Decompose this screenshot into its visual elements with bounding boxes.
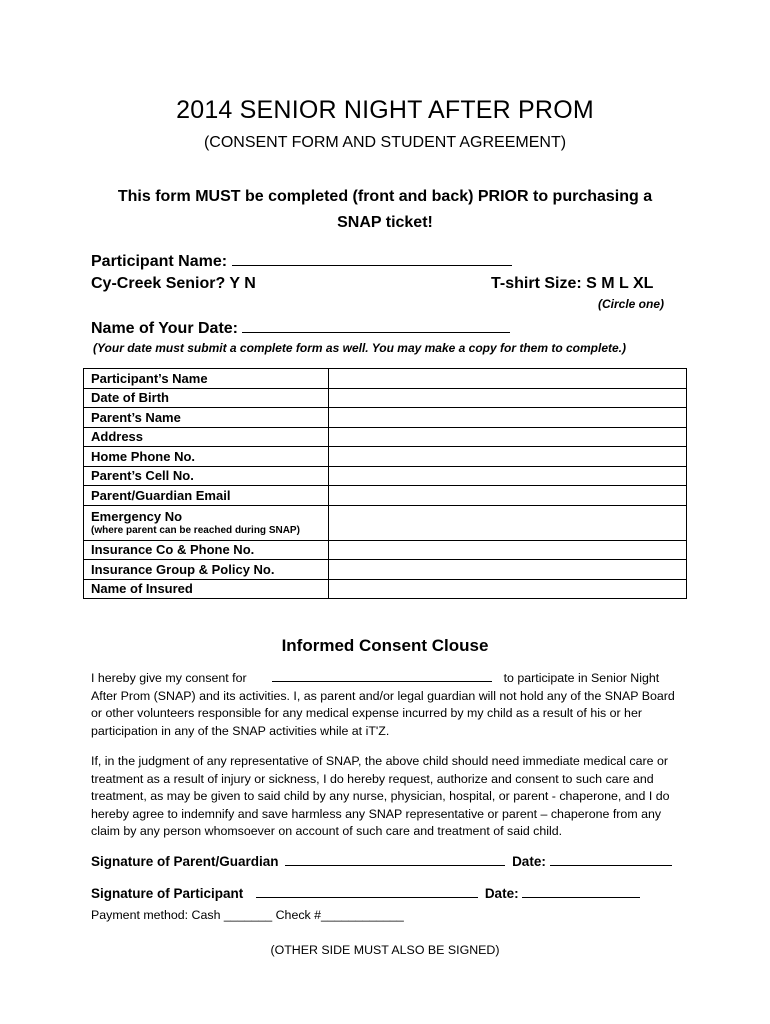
table-row: [84, 388, 687, 408]
payment-method: Payment method: Cash _______ Check #____________: [91, 908, 404, 922]
notice-line-2: SNAP ticket!: [337, 214, 433, 231]
parent-date-label: Date:: [512, 854, 546, 869]
participant-signature-line[interactable]: [256, 885, 478, 898]
circle-one-note: (Circle one): [598, 297, 665, 311]
parent-signature-label: Signature of Parent/Guardian: [91, 854, 279, 869]
parent-signature-row: [91, 853, 672, 869]
row-label: Address: [84, 427, 329, 447]
row-sublabel: (where parent can be reached during SNAP): [91, 525, 300, 536]
date-name-label: Name of Your Date:: [91, 320, 238, 337]
table-row: [84, 560, 687, 580]
table-row: [84, 579, 687, 599]
consent-paragraph-1: [91, 670, 681, 740]
table-row: [84, 486, 687, 506]
row-input[interactable]: [329, 486, 687, 506]
consent-heading: Informed Consent Clouse: [281, 636, 489, 655]
page-title: 2014 SENIOR NIGHT AFTER PROM: [176, 96, 594, 124]
row-input[interactable]: [329, 505, 687, 540]
purchase-notice: [0, 184, 770, 236]
participant-signature-row: [91, 885, 640, 901]
row-label: Parent’s Cell No.: [84, 466, 329, 486]
date-name-row: [91, 317, 510, 338]
row-input[interactable]: [329, 579, 687, 599]
date-name-line[interactable]: [242, 317, 510, 333]
row-label: Emergency No: [91, 509, 183, 524]
table-row: [84, 408, 687, 428]
participant-name-line[interactable]: [232, 250, 512, 266]
row-input[interactable]: [329, 560, 687, 580]
consent-p1-end: to participate in Senior Night: [503, 671, 660, 685]
row-input[interactable]: [329, 540, 687, 560]
participant-name-row: [91, 250, 512, 271]
row-label: Participant’s Name: [84, 369, 329, 389]
participant-signature-label: Signature of Participant: [91, 886, 244, 901]
row-label: Insurance Group & Policy No.: [84, 560, 329, 580]
row-input[interactable]: [329, 466, 687, 486]
consent-paragraph-2: If, in the judgment of any representative of SNAP, the above child should need immediate medical care or treatment as a result of injury or sickness, I do hereby request, authorize and consent to such care and treatment, as may be given to said child by any nurse, physician, hospital, or parent - chaperone, and I do hereby agree to indemnify and save harmless any SNAP representative or parent – chaperone from any claim by any person whomsoever on account of such care and treatment of said child.: [91, 754, 670, 838]
row-label: Date of Birth: [84, 388, 329, 408]
row-input[interactable]: [329, 447, 687, 467]
table-row: [84, 466, 687, 486]
child-name-line[interactable]: [272, 670, 492, 682]
row-label: Name of Insured: [84, 579, 329, 599]
participant-date-line[interactable]: [522, 885, 640, 898]
table-row: [84, 369, 687, 389]
date-note: (Your date must submit a complete form as well. You may make a copy for them to complete.): [93, 341, 627, 355]
row-input[interactable]: [329, 388, 687, 408]
footer-note: (OTHER SIDE MUST ALSO BE SIGNED): [270, 943, 500, 957]
table-row: [84, 540, 687, 560]
table-row: [84, 427, 687, 447]
row-label: Home Phone No.: [84, 447, 329, 467]
table-row: [84, 505, 687, 540]
row-label: Parent/Guardian Email: [84, 486, 329, 506]
senior-question: Cy-Creek Senior? Y N: [91, 275, 256, 292]
parent-signature-line[interactable]: [285, 853, 505, 866]
row-input[interactable]: [329, 408, 687, 428]
page-subtitle: (CONSENT FORM AND STUDENT AGREEMENT): [203, 134, 567, 151]
participant-name-label: Participant Name:: [91, 253, 228, 270]
row-input[interactable]: [329, 369, 687, 389]
consent-p1-start: I hereby give my consent for: [91, 671, 247, 685]
parent-date-line[interactable]: [550, 853, 672, 866]
row-label-emergency: [84, 505, 329, 540]
row-label: Parent’s Name: [84, 408, 329, 428]
row-input[interactable]: [329, 427, 687, 447]
table-row: [84, 447, 687, 467]
consent-p1-rest: After Prom (SNAP) and its activities. I, as parent and/or legal guardian will not hold any of the SNAP Board or other volunteers responsible for any medical expense incurred by my child as a result of his or her participation in any of the SNAP activities while at iT'Z.: [91, 688, 675, 738]
participant-info-table: [83, 368, 687, 599]
participant-date-label: Date:: [484, 886, 519, 901]
tshirt-size: T-shirt Size: S M L XL: [491, 275, 654, 292]
notice-line-1: This form MUST be completed (front and back) PRIOR to purchasing a: [117, 188, 653, 205]
row-label: Insurance Co & Phone No.: [84, 540, 329, 560]
